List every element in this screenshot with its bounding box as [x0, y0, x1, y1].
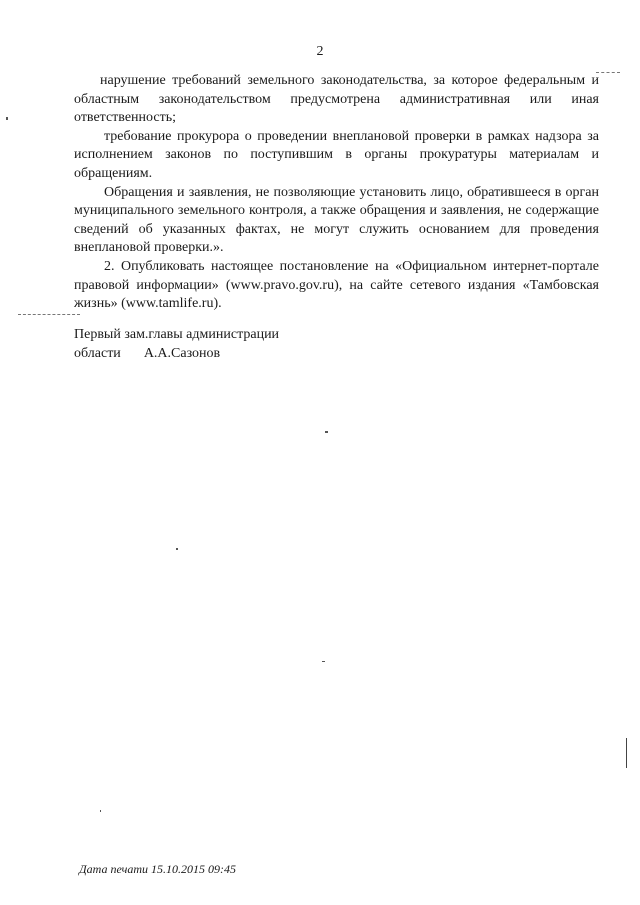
- scan-artifact-speck: [100, 810, 101, 812]
- print-date: Дата печати 15.10.2015 09:45: [79, 862, 237, 876]
- signature-name: А.А.Сазонов: [143, 345, 221, 361]
- signature-position: Первый зам.главы администрации: [74, 327, 280, 342]
- paragraph-2: требование прокурора о проведении внеплановой проверки в рамках надзора за исполнением законов по поступившим в органы прокуратуры материалам и обращениям.: [74, 128, 599, 181]
- scan-artifact-speck: [325, 431, 328, 433]
- scan-artifact-speck: [322, 661, 325, 662]
- scan-artifact-edge: [626, 738, 627, 768]
- paragraph-1: нарушение требований земельного законодательства, за которое федеральным и областным законодательством предусмотрена административная или иная ответственность;: [74, 73, 599, 126]
- scan-artifact-dash: [596, 72, 620, 74]
- signature-line: [74, 345, 279, 364]
- scan-artifact-speck: [176, 548, 178, 550]
- paragraph-4: 2. Опубликовать настоящее постановление на «Официальном интернет-портале правовой информации» (www.pravo.gov.ru), на сайте сетевого издания «Тамбовская жизнь» (www.tamlife.ru).: [74, 258, 599, 312]
- signature-block: [74, 326, 279, 363]
- scan-artifact-speck: [6, 117, 8, 120]
- page-number: 2: [316, 44, 324, 59]
- paragraph-3: Обращения и заявления, не позволяющие установить лицо, обратившееся в орган муниципального земельного контроля, а также обращения и заявления, не содержащие сведений об указанных фактах, не могут служить основанием для проведения внеплановой проверки.».: [74, 184, 599, 256]
- document-body: [74, 72, 599, 314]
- signature-region: области: [74, 345, 121, 361]
- scan-artifact-dash: [18, 314, 80, 316]
